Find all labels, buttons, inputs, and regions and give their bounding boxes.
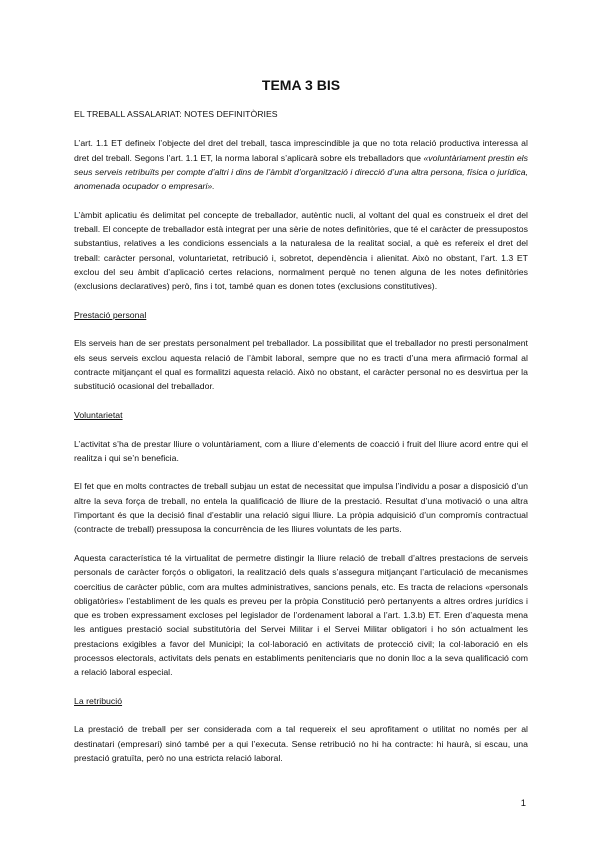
section-heading-retribucio: La retribució [74, 695, 123, 706]
section-heading-prestacio-personal: Prestació personal [74, 309, 147, 320]
page-number: 1 [520, 798, 526, 809]
intro-paragraph-1 [74, 136, 528, 193]
intro-paragraph-2: L’àmbit aplicatiu és delimitat pel concepte de treballador, autèntic nucli, al voltant del qual es construeix el dret del treball. El concepte de treballador està integrat per una sèrie de notes definitòries, que té el caràcter de pressupostos substantius, relatives a les condicions essencials a la naturalesa de la realitat social, a què es refereix el dret del treball: caràcter personal, voluntarietat, retribució i, sobretot, dependència i alienitat. Això no obstant, l’art. 1.3 ET exclou del seu àmbit d’aplicació certes relacions, normalment perquè no tenen alguna de les notes definitòries (exclusions declaratives) però, fins i tot, també quan es donen totes (exclusions constitutives). [74, 209, 528, 292]
section-voluntarietat-paragraph-1: L’activitat s’ha de prestar lliure o voluntàriament, com a lliure d’elements de coacció i fruit del lliure acord entre qui el realitza i qui se’n beneficia. [74, 438, 528, 463]
section-voluntarietat-paragraph-2: El fet que en molts contractes de treball subjau un estat de necessitat que impulsa l’individu a posar a disposició d’un altre la seva força de treball, no entela la qualificació de lliure de la prestació. Resultat d’una motivació o una altra l’important és que la decisió final d’establir una relació sigui lliure. La pròpia adquisició d’un compromís contractual (contracte de treball) pressuposa la concurrència de les lliures voluntats de les parts. [74, 481, 528, 535]
document-title: TEMA 3 BIS [261, 77, 341, 93]
section-retribucio-paragraph-1: La prestació de treball per ser considerada com a tal requereix el seu aprofitament o utilitat no només per al destinatari (empresari) sinó també per a qui l’executa. Sense retribució no hi ha contracte: hi haurà, si escau, una prestació gratuïta, però no una estricta relació laboral. [74, 724, 528, 764]
document-subtitle: EL TREBALL ASSALARIAT: NOTES DEFINITÒRIES [74, 109, 278, 119]
intro-paragraph-1-text: L’art. 1.1 ET defineix l’objecte del dret del treball, tasca imprescindible ja que no tota relació productiva interessa al dret del treball. Segons l’art. 1.1 ET, la norma laboral s’aplicarà sobre els treballadors que [74, 138, 528, 163]
section-prestacio-paragraph-1: Els serveis han de ser prestats personalment pel treballador. La possibilitat que el treballador no presti personalment els seus serveis exclou aquesta relació de l’àmbit laboral, sempre que no es tracti d’una mera afirmació formal al contracte mitjançant el qual es formalitzi aquesta relació. Això no obstant, el caràcter personal no es desvirtua per la substitució ocasional del treballador. [74, 338, 528, 392]
intro-paragraph-1-quote: «voluntàriament prestin els seus serveis retribuïts per compte d’altri i dins de l’àmbit d’organització i direcció d’una altra persona, física o jurídica, anomenada ocupador o empresari». [74, 152, 528, 192]
section-voluntarietat-paragraph-3: Aquesta característica té la virtualitat de permetre distingir la lliure relació de treball d’altres prestacions de serveis personals de caràcter forçós o obligatori, la realització dels quals s’assegura mitjançant l’articulació de mecanismes coercitius de caràcter públic, com ara multes administratives, sancions penals, etc. Es tracta de relacions «personals obligatòries» l’establiment de les quals es preveu per la pròpia Constitució però pertanyents a altres ordres jurídics i que es troben expressament excloses pel legislador de l’ordenament laboral a l’art. 1.3.b) ET. Eren d’aquesta mena les antigues prestació social substitutòria del Servei Militar i el Servei Militar obligatori i ho són actualment les prestacions exigibles a favor del Municipi; la col·laboració en activitats de protecció civil; la col·laboració en els processos electorals, activitats dels penats en establiments penitenciaris que no donin lloc a la seva qualificació com a relació laboral especial. [74, 552, 528, 678]
section-heading-voluntarietat: Voluntarietat [74, 409, 123, 420]
document-body [74, 76, 528, 780]
